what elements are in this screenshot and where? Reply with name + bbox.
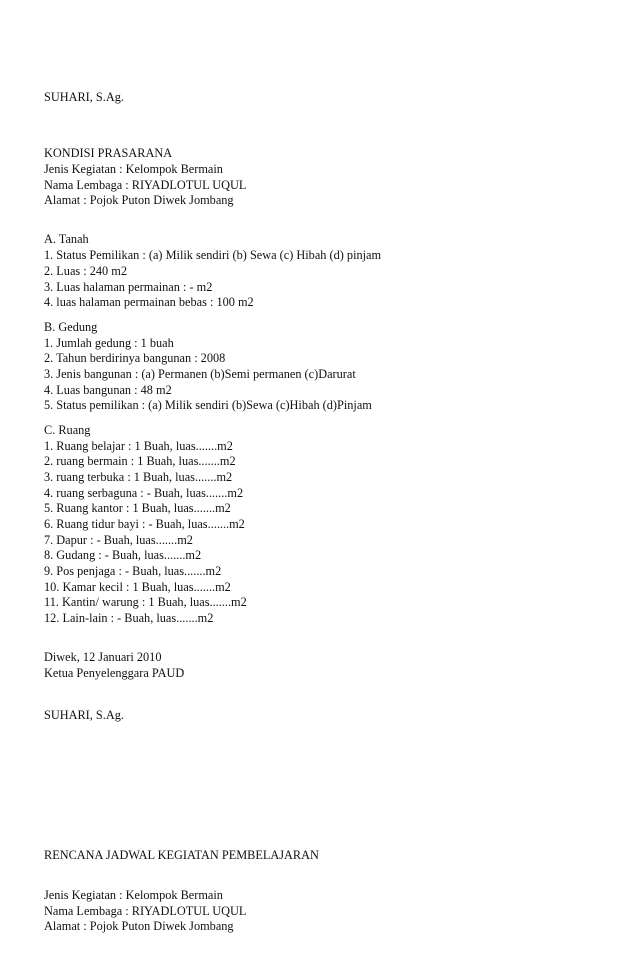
ruang-item: 10. Kamar kecil : 1 Buah, luas.......m2 bbox=[44, 580, 231, 594]
tanah-item: 4. luas halaman permainan bebas : 100 m2 bbox=[44, 295, 254, 309]
gedung-item: 5. Status pemilikan : (a) Milik sendiri (b)Sewa (c)Hibah (d)Pinjam bbox=[44, 398, 372, 412]
ruang-item: 8. Gudang : - Buah, luas.......m2 bbox=[44, 548, 202, 562]
ruang-heading: C. Ruang bbox=[44, 423, 91, 437]
gedung-item: 4. Luas bangunan : 48 m2 bbox=[44, 383, 172, 397]
gedung-item: 3. Jenis bangunan : (a) Permanen (b)Semi permanen (c)Darurat bbox=[44, 367, 356, 381]
tanah-item: 3. Luas halaman permainan : - m2 bbox=[44, 280, 213, 294]
ruang-item: 11. Kantin/ warung : 1 Buah, luas.......m2 bbox=[44, 595, 247, 609]
closing-signature: SUHARI, S.Ag. bbox=[44, 708, 124, 722]
ruang-item: 12. Lain-lain : - Buah, luas.......m2 bbox=[44, 611, 214, 625]
ruang-item: 1. Ruang belajar : 1 Buah, luas.......m2 bbox=[44, 439, 233, 453]
prasarana-jenis-kegiatan: Jenis Kegiatan : Kelompok Bermain bbox=[44, 162, 223, 176]
closing-role: Ketua Penyelenggara PAUD bbox=[44, 666, 185, 680]
ruang-item: 7. Dapur : - Buah, luas.......m2 bbox=[44, 533, 193, 547]
tanah-heading: A. Tanah bbox=[44, 232, 89, 246]
tanah-item: 1. Status Pemilikan : (a) Milik sendiri (b) Sewa (c) Hibah (d) pinjam bbox=[44, 248, 382, 262]
rencana-jenis-kegiatan: Jenis Kegiatan : Kelompok Bermain bbox=[44, 888, 223, 902]
rencana-alamat: Alamat : Pojok Puton Diwek Jombang bbox=[44, 919, 234, 933]
ruang-item: 4. ruang serbaguna : - Buah, luas.......m2 bbox=[44, 486, 244, 500]
prasarana-heading: KONDISI PRASARANA bbox=[44, 146, 173, 160]
signature-top: SUHARI, S.Ag. bbox=[44, 90, 124, 104]
gedung-item: 1. Jumlah gedung : 1 buah bbox=[44, 336, 174, 350]
closing-place-date: Diwek, 12 Januari 2010 bbox=[44, 650, 162, 664]
gedung-item: 2. Tahun berdirinya bangunan : 2008 bbox=[44, 351, 226, 365]
ruang-item: 6. Ruang tidur bayi : - Buah, luas.......m2 bbox=[44, 517, 245, 531]
ruang-item: 9. Pos penjaga : - Buah, luas.......m2 bbox=[44, 564, 222, 578]
prasarana-alamat: Alamat : Pojok Puton Diwek Jombang bbox=[44, 193, 234, 207]
tanah-item: 2. Luas : 240 m2 bbox=[44, 264, 127, 278]
ruang-item: 5. Ruang kantor : 1 Buah, luas.......m2 bbox=[44, 501, 231, 515]
ruang-item: 3. ruang terbuka : 1 Buah, luas.......m2 bbox=[44, 470, 233, 484]
gedung-heading: B. Gedung bbox=[44, 320, 98, 334]
prasarana-nama-lembaga: Nama Lembaga : RIYADLOTUL UQUL bbox=[44, 178, 247, 192]
rencana-nama-lembaga: Nama Lembaga : RIYADLOTUL UQUL bbox=[44, 904, 247, 918]
rencana-heading: RENCANA JADWAL KEGIATAN PEMBELAJARAN bbox=[44, 848, 319, 862]
ruang-item: 2. ruang bermain : 1 Buah, luas.......m2 bbox=[44, 454, 236, 468]
